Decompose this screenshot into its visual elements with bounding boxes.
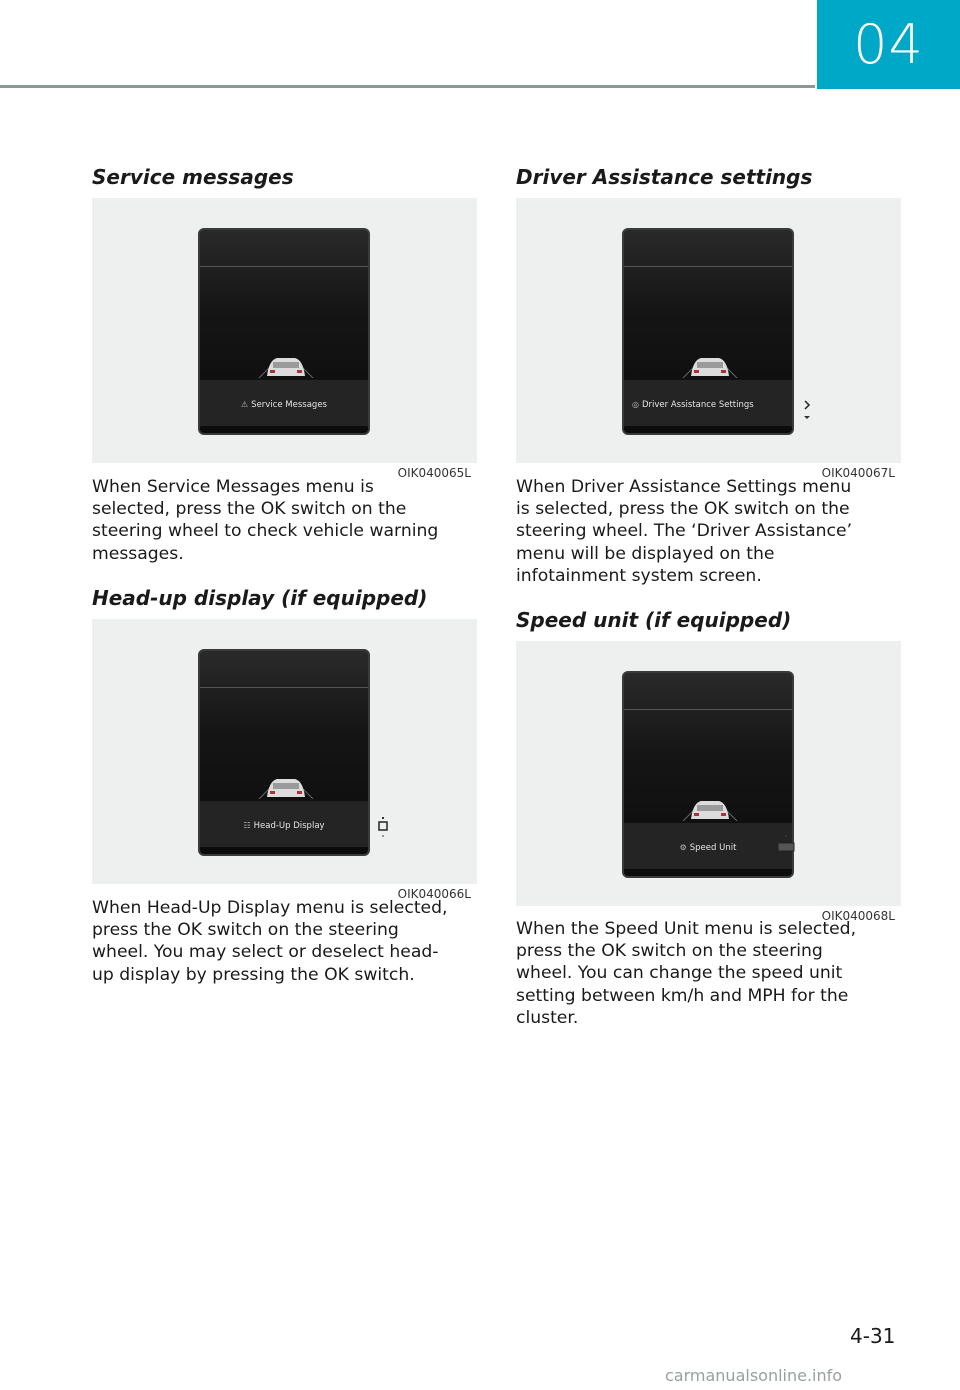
figure-code: OIK040065L: [397, 466, 471, 480]
unit-toggle-icon: [776, 833, 790, 863]
paragraph-driver-assistance: When Driver Assistance Settings menu is selected, press the OK switch on the steering wheel. The ‘Driver Assistance’ menu will be displayed on the infotainment system screen.: [516, 477, 853, 586]
section-title-speed-unit: Speed unit (if equipped): [516, 608, 792, 632]
paragraph-service-messages: When Service Messages menu is selected, press the OK switch on the steering wheel to check vehicle warning messages.: [92, 477, 439, 564]
figure-code: OIK040067L: [821, 466, 895, 480]
cluster-screen: [622, 228, 794, 435]
page-number: 4-31: [850, 1324, 896, 1348]
cluster-screen: [198, 649, 370, 856]
menu-label: Service Messages: [251, 400, 327, 410]
warning-triangle-icon: ⚠: [241, 400, 249, 409]
scroll-indicator-icon: [377, 817, 391, 847]
car-icon: [681, 352, 739, 378]
car-icon: [257, 352, 315, 378]
menu-label: Head-Up Display: [253, 821, 325, 831]
section-title-driver-assistance: Driver Assistance settings: [516, 165, 813, 189]
chapter-tab: 04: [817, 0, 960, 89]
figure-service-messages: [92, 198, 477, 480]
figure-head-up-display: [92, 619, 477, 901]
gear-icon: ⚙: [679, 843, 687, 852]
chevron-right-icon: [801, 396, 815, 426]
header-rule: [0, 85, 815, 88]
figure-code: OIK040066L: [397, 887, 471, 901]
section-title-service-messages: Service messages: [92, 165, 294, 189]
paragraph-speed-unit: When the Speed Unit menu is selected, press the OK switch on the steering wheel. You can change the speed unit setting between km/h and MPH for the cluster.: [516, 919, 857, 1028]
section-title-head-up-display: Head-up display (if equipped): [92, 586, 428, 610]
hud-icon: ☷: [243, 821, 251, 830]
cluster-screen: [198, 228, 370, 435]
watermark: carmanualsonline.info: [665, 1366, 843, 1385]
figure-speed-unit: [516, 641, 901, 923]
car-icon: [257, 773, 315, 799]
menu-label: Speed Unit: [689, 843, 737, 853]
steering-wheel-icon: ◎: [632, 400, 639, 409]
figure-code: OIK040068L: [821, 909, 895, 923]
car-icon: [681, 795, 739, 821]
paragraph-head-up-display: When Head-Up Display menu is selected, press the OK switch on the steering wheel. You may select or deselect head- up display by pressing the OK switch.: [92, 898, 448, 985]
menu-label: Driver Assistance Settings: [641, 400, 754, 410]
cluster-screen: [622, 671, 794, 878]
figure-driver-assistance: [516, 198, 901, 480]
